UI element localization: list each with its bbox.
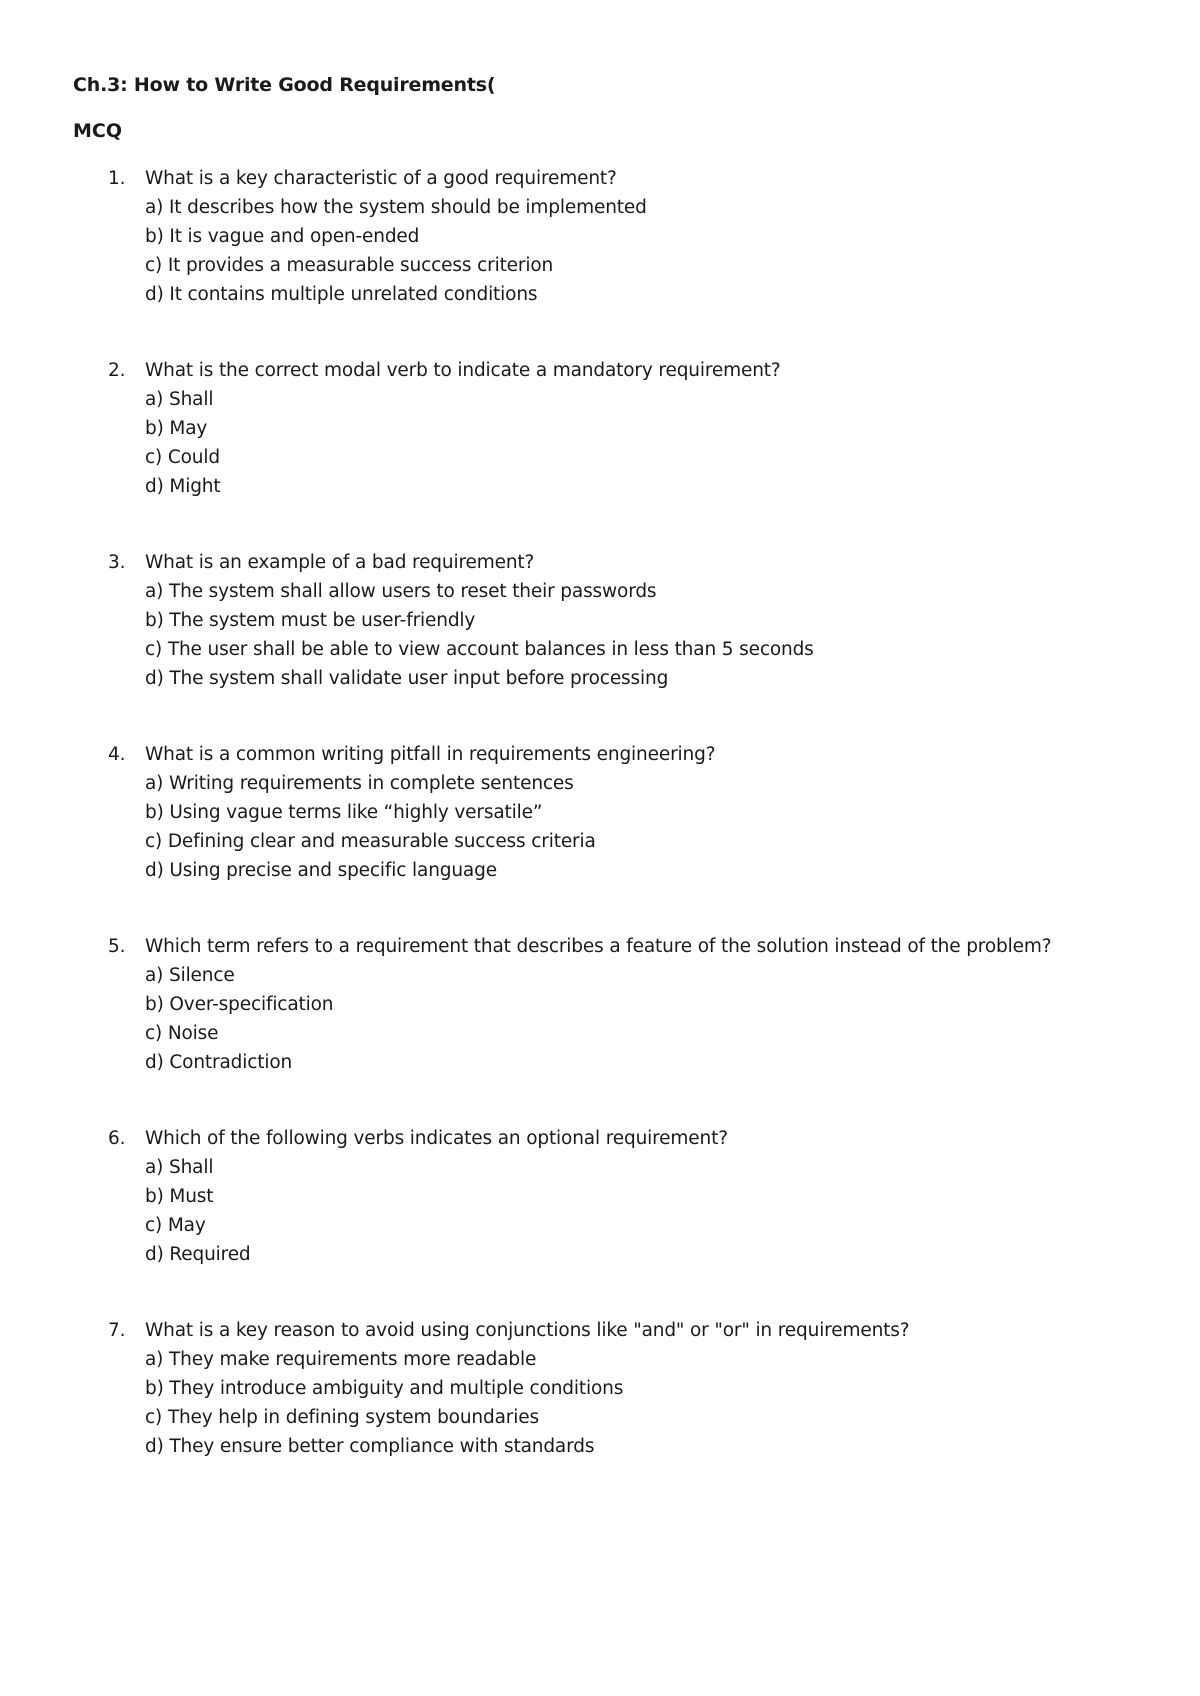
option-c: c) Could [145,447,220,468]
option-b: b) Must [145,1186,214,1207]
option-c: c) Defining clear and measurable success criteria [145,831,596,852]
option-a: a) Shall [145,389,214,410]
option-a: a) Silence [145,965,235,986]
option-list [145,1345,623,1461]
option-c: c) May [145,1215,206,1236]
option-list [145,577,814,693]
option-list [145,769,596,885]
option-d: d) The system shall validate user input before processing [145,668,669,689]
option-b: b) It is vague and open-ended [145,226,420,247]
option-b: b) Over-specification [145,994,334,1015]
option-b: b) They introduce ambiguity and multiple conditions [145,1378,624,1399]
question-5 [0,932,1200,1124]
section-heading: MCQ [73,120,123,142]
option-b: b) Using vague terms like “highly versatile” [145,802,543,823]
question-4 [0,740,1200,932]
question-number: 7. [108,1320,126,1341]
question-number: 2. [108,360,126,381]
question-list [0,164,1200,1508]
option-list [145,1153,251,1269]
question-3 [0,548,1200,740]
question-text: What is a key reason to avoid using conjunctions like "and" or "or" in requirements? [145,1320,910,1341]
question-text: What is a key characteristic of a good requirement? [145,168,617,189]
option-list [145,385,220,501]
option-a: a) It describes how the system should be implemented [145,197,647,218]
question-number: 6. [108,1128,126,1149]
option-d: d) Using precise and specific language [145,860,497,881]
option-c: c) Noise [145,1023,219,1044]
option-d: d) Might [145,476,221,497]
question-text: Which term refers to a requirement that describes a feature of the solution instead of the problem? [145,936,1052,957]
option-c: c) They help in defining system boundaries [145,1407,539,1428]
question-text: What is an example of a bad requirement? [145,552,535,573]
option-list [145,961,333,1077]
question-text: What is the correct modal verb to indicate a mandatory requirement? [145,360,781,381]
question-number: 5. [108,936,126,957]
option-b: b) The system must be user-friendly [145,610,476,631]
option-c: c) It provides a measurable success criterion [145,255,554,276]
option-a: a) Writing requirements in complete sentences [145,773,574,794]
question-text: What is a common writing pitfall in requirements engineering? [145,744,716,765]
option-list [145,193,647,309]
option-b: b) May [145,418,208,439]
question-text: Which of the following verbs indicates an optional requirement? [145,1128,728,1149]
page-title: Ch.3: How to Write Good Requirements( [73,74,496,96]
option-d: d) Contradiction [145,1052,293,1073]
option-d: d) Required [145,1244,251,1265]
option-d: d) It contains multiple unrelated conditions [145,284,538,305]
question-number: 1. [108,168,126,189]
option-c: c) The user shall be able to view account balances in less than 5 seconds [145,639,814,660]
option-a: a) The system shall allow users to reset their passwords [145,581,657,602]
question-6 [0,1124,1200,1316]
option-a: a) Shall [145,1157,214,1178]
question-7 [0,1316,1200,1508]
option-a: a) They make requirements more readable [145,1349,537,1370]
option-d: d) They ensure better compliance with standards [145,1436,595,1457]
question-number: 3. [108,552,126,573]
question-2 [0,356,1200,548]
question-number: 4. [108,744,126,765]
question-1 [0,164,1200,356]
